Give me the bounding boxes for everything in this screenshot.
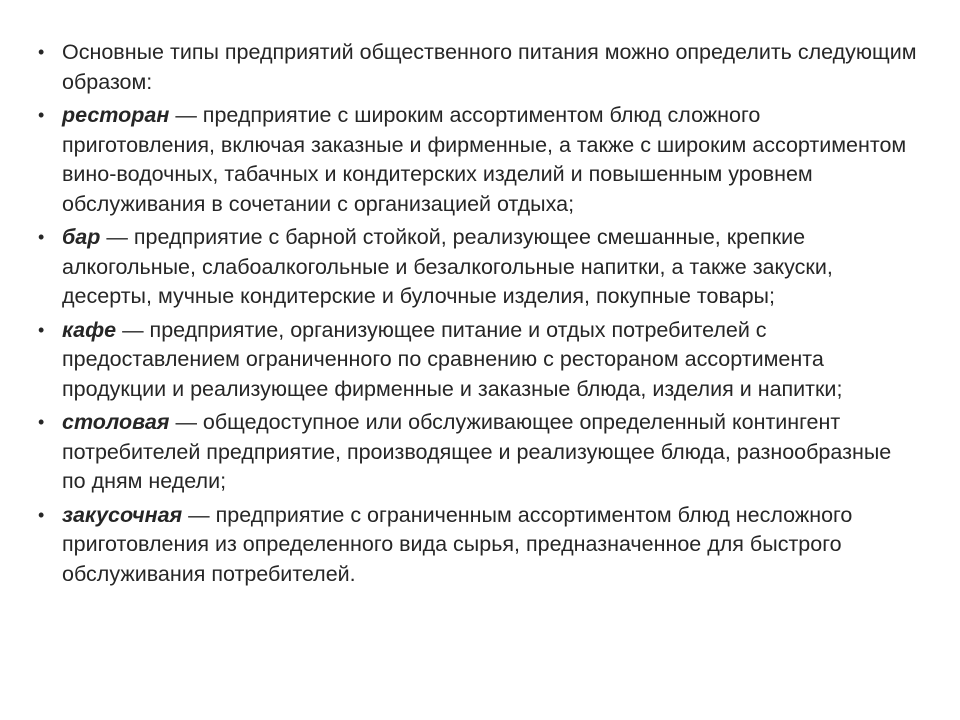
bullet-list: [38, 38, 918, 589]
term-cafe: кафе: [62, 317, 117, 342]
term-snackbar: закусочная: [62, 502, 183, 527]
bullet-restaurant: [38, 101, 918, 219]
definition-restaurant: — предприятие с широким ассортиментом блюд сложного приготовления, включая заказные и фирменные, а также с широким ассортиментом вино-водочных, табачных и кондитерских изделий и повышенным уровнем обслуживания в сочетании с организацией отдыха;: [62, 103, 907, 216]
bullet-canteen: [38, 408, 918, 497]
bullet-icon: •: [38, 227, 45, 247]
definition-cafe: — предприятие, организующее питание и отдых потребителей с предоставлением ограниченного по сравнению с рестораном ассортимента продукции и реализующее фирменные и заказные блюда, изделия и напитки;: [62, 317, 843, 401]
bullet-icon: •: [38, 42, 45, 62]
slide-body: [38, 38, 918, 593]
bullet-icon: •: [38, 319, 45, 340]
bullet-intro: [38, 38, 918, 97]
term-restaurant: ресторан: [62, 103, 170, 127]
bullet-icon: •: [38, 504, 45, 525]
definition-canteen: — общедоступное или обслуживающее определенный контингент потребителей предприятие, производящее и реализующее блюда, разнообразные по дням недели;: [62, 410, 892, 493]
definition-bar: — предприятие с барной стойкой, реализующее смешанные, крепкие алкогольные, слабоалкогольные и безалкогольные напитки, а также закуски, десерты, мучные кондитерские и булочные изделия, покупные товары;: [62, 225, 833, 308]
bullet-icon: •: [38, 412, 45, 432]
term-bar: бар: [62, 225, 101, 249]
term-canteen: столовая: [62, 410, 170, 434]
bullet-bar: [38, 223, 918, 312]
definition-snackbar: — предприятие с ограниченным ассортиментом блюд несложного приготовления из определенного вида сырья, предназначенное для быстрого обслуживания потребителей.: [62, 502, 853, 586]
bullet-icon: •: [38, 105, 45, 125]
bullet-cafe: [38, 316, 918, 405]
bullet-snackbar: [38, 501, 918, 590]
bullet-text: Основные типы предприятий общественного питания можно определить следующим образом:: [62, 40, 917, 94]
